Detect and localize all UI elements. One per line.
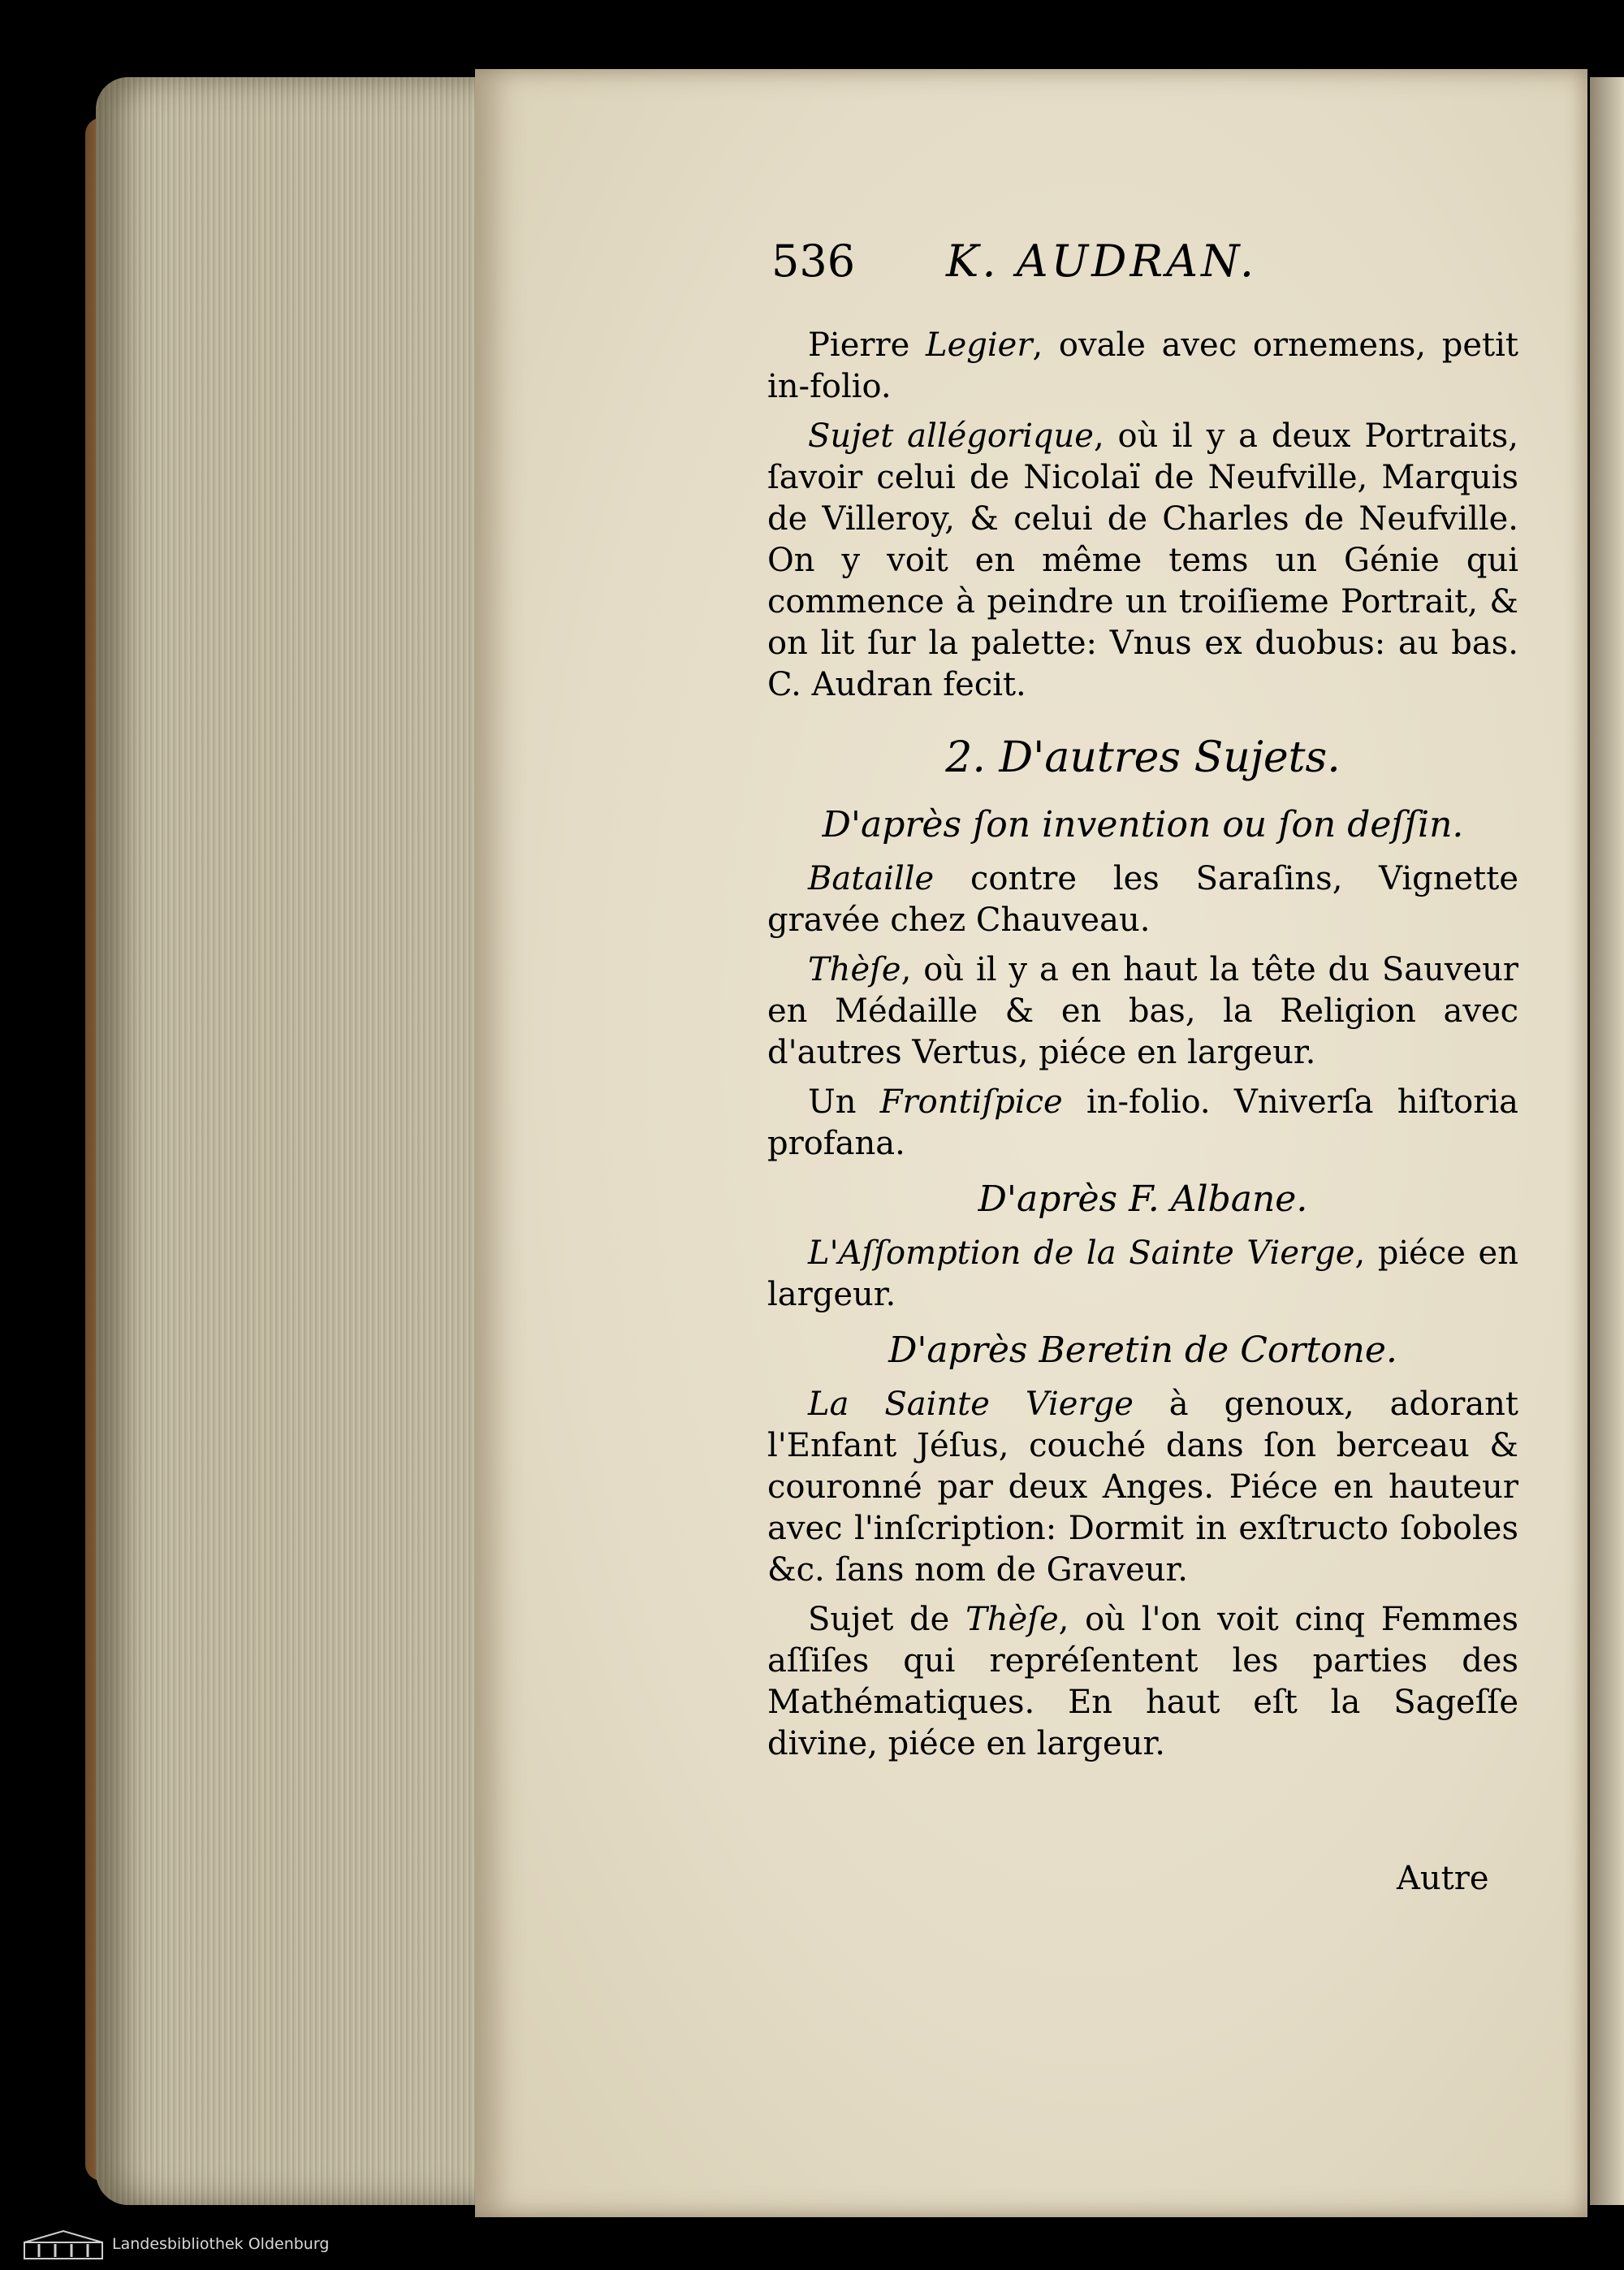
paragraph: Un Frontiſpice in-folio. Vniverſa hiſtoria profana. bbox=[767, 1083, 1519, 1162]
paragraph: Sujet de Thèſe, où l'on voit cinq Femmes aſſiſes qui repréſentent les parties des Mathématiques. En haut eſt la Sageſſe divine, piéce en largeur. bbox=[767, 1601, 1518, 1762]
library-name: Landesbibliothek Oldenburg bbox=[112, 2235, 330, 2253]
page-header bbox=[771, 236, 1559, 301]
library-logo-icon bbox=[23, 2229, 104, 2260]
paragraph: L'Aſſomption de la Sainte Vierge, piéce en largeur. bbox=[767, 1234, 1518, 1313]
section-heading: 2. D'autres Sujets. bbox=[945, 733, 1341, 782]
facing-page-edge bbox=[1590, 77, 1624, 2205]
page-stack-edge bbox=[96, 77, 477, 2205]
catchword: Autre bbox=[1397, 1860, 1489, 1897]
paragraph: La Sainte Vierge à genoux, adorant l'Enfant Jéſus, couché dans ſon berceau & couronné par deux Anges. Piéce en hauteur avec l'inſcription: Dormit in exſtructo ſoboles &c. ſans nom de Graveur. bbox=[767, 1386, 1519, 1589]
paragraph: Pierre Legier, ovale avec ornemens, petit in-folio. bbox=[767, 326, 1518, 405]
page-body bbox=[767, 325, 1518, 1773]
paragraph: Sujet allégorique, où il y a deux Portraits, ſavoir celui de Nicolaï de Neufville, Marquis de Villeroy, & celui de Charles de Neufville. On y voit en même tems un Génie qui commence à peindre un troiſieme Portrait, & on lit ſur la palette: Vnus ex duobus: au bas. C. Audran fecit. bbox=[767, 417, 1518, 703]
attribution-heading: D'après Beretin de Cortone. bbox=[888, 1330, 1397, 1371]
running-title: K. AUDRAN. bbox=[946, 236, 1258, 287]
page-number: 536 bbox=[771, 236, 856, 287]
paragraph: Thèſe, où il y a en haut la tête du Sauveur en Médaille & en bas, la Religion avec d'autres Vertus, piéce en largeur. bbox=[767, 951, 1518, 1071]
attribution-heading: D'après F. Albane. bbox=[978, 1178, 1308, 1220]
paragraph: Bataille contre les Saraſins, Vignette gravée chez Chauveau. bbox=[767, 860, 1518, 939]
attribution-heading: D'après ſon invention ou ſon deſſin. bbox=[822, 804, 1464, 845]
